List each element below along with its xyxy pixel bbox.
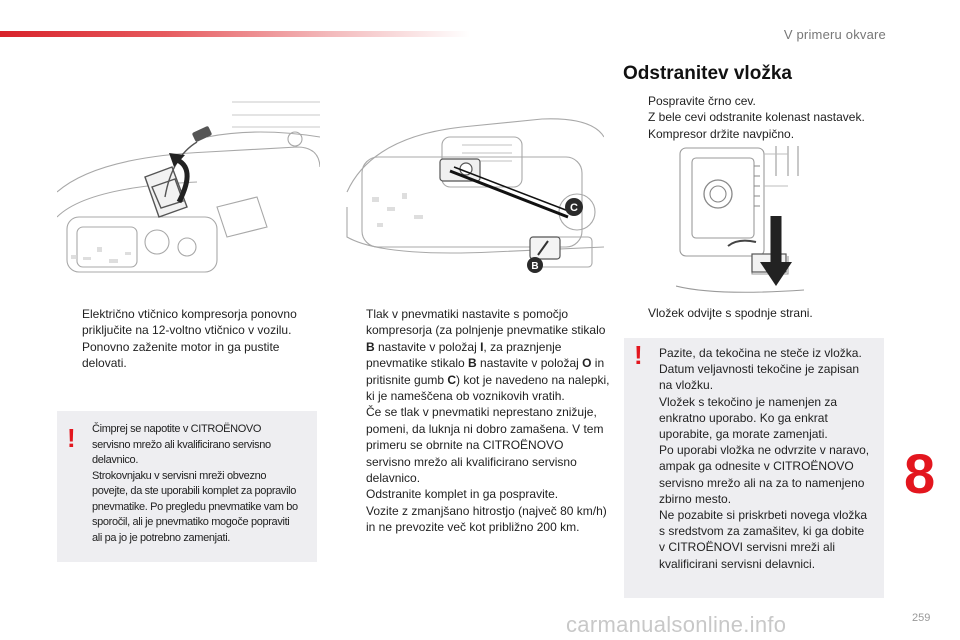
compressor-control-drawing: [342, 97, 604, 274]
warning-note-service: [57, 411, 317, 562]
header-accent-bar: [0, 31, 470, 37]
page-number: 259: [912, 612, 931, 624]
left-column-instructions: [58, 306, 320, 372]
chapter-number: 8: [904, 442, 936, 505]
warning-note-cartridge: [624, 338, 884, 598]
list-item: Kompresor držite navpično.: [648, 126, 795, 141]
cartridge-removal-steps: [624, 93, 894, 142]
list-item: Ponovno zaženite motor in ga pustite delovati.: [82, 339, 280, 371]
list-item: Pospravite črno cev.: [648, 94, 756, 108]
button-c-label: C: [570, 202, 578, 214]
compressor-socket-illustration: [57, 97, 320, 274]
pressure-warning-paragraph: Če se tlak v pnevmatiki neprestano znižuje, pomeni, da luknja ni dobro zamašena. V tem primeru se obrnite na CITROËNOVO servisno mrežo ali kvalificirano servisno delavnico.: [366, 405, 604, 486]
list-item: Tlak v pnevmatiki nastavite s pomočjo kompresorja (za polnjenje pnevmatike stikalo B nastavite v položaj I, za praznjenje pnevmatike stikalo B nastavite v položaj O in pritisnite gumb C) kot je navedeno na nalepki, ki je nameščena ob voznikovih vratih.: [366, 307, 610, 404]
switch-b-label: B: [531, 261, 539, 272]
warning-text: Čimprej se napotite v CITROËNOVO servisno mrežo ali kvalificirano servisno delavnico. Strokovnjaku v servisni mreži obvezno povejte, da ste uporabili komplet za popravilo pnevmatike. Po pregledu pnevmatike vam bo sporočil, ali je pnevmatiko mogoče popraviti ali pa jo je potrebno zamenjati.: [92, 423, 298, 544]
warning-exclamation-icon: !: [634, 340, 643, 370]
compressor-socket-drawing: [57, 97, 320, 274]
section-title: V primeru okvare: [783, 27, 886, 42]
middle-column-instructions: [342, 306, 610, 536]
list-item: Električno vtičnico kompresorja ponovno priključite na 12-voltno vtičnico v vozilu.: [82, 307, 297, 338]
unscrew-instruction: [624, 305, 884, 321]
warning-exclamation-icon: !: [67, 423, 76, 453]
warning-text: Pazite, da tekočina ne steče iz vložka. Datum veljavnosti tekočine je zapisan na vložku. Vložek s tekočino je namenjen za enkratno uporabo. Ko ga enkrat uporabite, ga morate zamenjati. Po uporabi vložka ne odvrzite v naravo, ampak ga odnesite v CITROËNOVO servisno mrežo ali na za to namenjeno zbirno mesto. Ne pozabite si priskrbeti novega vložka s sredstvom za zamašitev, ki ga dobite v CITROËNOVI servisni mreži ali kvalificirani servisni delavnici.: [659, 346, 870, 571]
list-item: Odstranite komplet in ga pospravite.: [366, 487, 559, 502]
section-heading: Odstranitev vložka: [623, 63, 792, 84]
watermark: carmanualsonline.info: [566, 612, 787, 637]
cartridge-drawing: [676, 146, 804, 296]
list-item: Vložek odvijte s spodnje strani.: [648, 306, 813, 320]
list-item: Vozite z zmanjšano hitrostjo (največ 80 km/h) in ne prevozite več kot približno 200 km.: [366, 503, 607, 535]
compressor-control-illustration: [342, 97, 604, 274]
list-item: Z bele cevi odstranite kolenast nastavek.: [648, 110, 865, 125]
cartridge-unscrew-illustration: [676, 146, 804, 296]
